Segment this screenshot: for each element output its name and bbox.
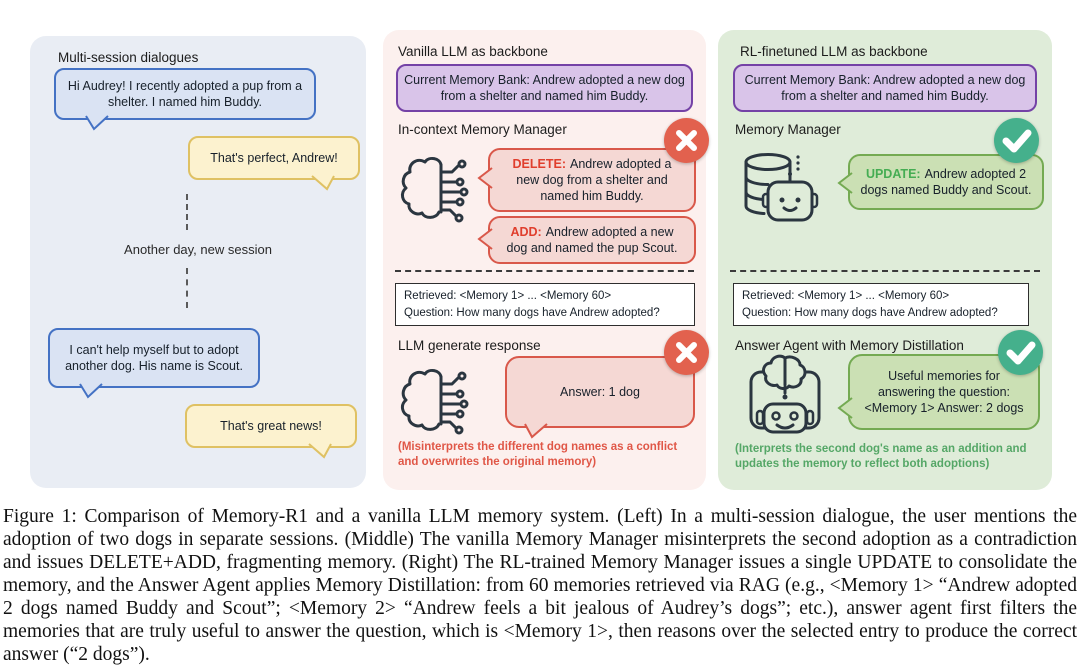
session-dashed-line [186, 268, 188, 308]
chat-text: That's great news! [220, 419, 322, 433]
add-tag: ADD: [510, 225, 542, 239]
panel-title: RL-finetuned LLM as backbone [740, 44, 928, 59]
update-text: Andrew adopted 2 dogs named Buddy and Scout. [860, 167, 1032, 197]
chat-bubble-user-2 [48, 328, 260, 388]
bubble-tail [477, 227, 493, 251]
bubble-tail [307, 443, 333, 459]
session-divider-text: Another day, new session [124, 242, 272, 257]
panel-multi-session-dialogues [30, 36, 366, 488]
chat-text: I can't help myself but to adopt another dog. His name is Scout. [65, 343, 243, 373]
figure-caption: Figure 1: Comparison of Memory-R1 and a vanilla LLM memory system. (Left) In a multi-session dialogue, the user mentions the adoption of two dogs in separate sessions. (Middle) The vanilla Memory Manager misinterprets the second adoption as a contradiction and issues DELETE+ADD, fragmenting memory. (Right) The RL-trained Memory Manager issues a single UPDATE to consolidate the memory, and the Answer Agent applies Memory Distillation: from 60 memories retrieved via RAG (e.g., <Memory 1> “Andrew adopted 2 dogs named Buddy and Scout”; <Memory 2> “Andrew feels a bit jealous of Audrey’s dogs”; etc.), answer agent first filters the memories that are truly useful to answer the question, which is <Memory 1>, then reasons over the selected entry to produce the correct answer (“2 dogs”). [3, 506, 1077, 665]
success-check-icon [998, 330, 1043, 375]
chat-text: That's perfect, Andrew! [210, 151, 338, 165]
panel-rl-finetuned-llm [718, 30, 1052, 490]
chat-bubble-user-1 [54, 68, 316, 120]
retrieved-question-box [733, 283, 1029, 326]
database-robot-icon [738, 148, 822, 232]
panel-vanilla-llm [383, 30, 706, 490]
delete-tag: DELETE: [512, 157, 566, 171]
stage-divider [395, 270, 694, 272]
bubble-tail [837, 396, 853, 420]
chat-text: Hi Audrey! I recently adopted a pup from a shelter. I named him Buddy. [67, 79, 303, 109]
error-x-icon [664, 330, 709, 375]
bubble-tail [523, 423, 549, 439]
answer-text: Answer: 1 dog [560, 385, 640, 399]
failure-note: (Misinterprets the different dog names as a conflict and overwrites the original memory) [398, 441, 678, 468]
memory-manager-label: Memory Manager [735, 122, 841, 137]
session-dashed-line [186, 194, 188, 230]
bubble-tail [477, 166, 493, 190]
robot-brain-icon [743, 354, 827, 444]
llm-response-label: LLM generate response [398, 338, 541, 353]
add-text: Andrew adopted a new dog and named the pup Scout. [506, 225, 678, 255]
retrieved-line: Retrieved: <Memory 1> ... <Memory 60> [742, 290, 950, 302]
bubble-tail [837, 171, 853, 195]
memory-bank-box: Current Memory Bank: Andrew adopted a new dog from a shelter and named him Buddy. [396, 64, 693, 112]
success-note: (Interprets the second dog's name as an addition and updates the memory to reflect both adoptions) [735, 443, 1027, 470]
brain-circuit-icon [395, 364, 471, 440]
memory-bank-box: Current Memory Bank: Andrew adopted a new dog from a shelter and named him Buddy. [733, 64, 1037, 112]
memory-manager-label: In-context Memory Manager [398, 122, 567, 137]
panel-title: Vanilla LLM as backbone [398, 44, 548, 59]
success-check-icon [994, 118, 1039, 163]
answer-agent-label: Answer Agent with Memory Distillation [735, 338, 964, 353]
question-line: Question: How many dogs have Andrew adopted? [404, 306, 660, 319]
bubble-tail [310, 175, 336, 191]
error-x-icon [664, 118, 709, 163]
answer-text: Useful memories for answering the question: <Memory 1> Answer: 2 dogs [864, 369, 1024, 415]
stage-divider [730, 270, 1040, 272]
brain-circuit-icon [395, 152, 471, 228]
chat-bubble-assistant-2 [185, 404, 357, 448]
add-operation-bubble [488, 216, 696, 264]
retrieved-line: Retrieved: <Memory 1> ... <Memory 60> [404, 290, 612, 302]
retrieved-question-box [395, 283, 695, 326]
question-line: Question: How many dogs have Andrew adopted? [742, 306, 998, 319]
delete-text: Andrew adopted a new dog from a shelter and named him Buddy. [516, 157, 672, 203]
chat-bubble-assistant-1 [188, 136, 360, 180]
bubble-tail [78, 383, 104, 399]
panel-title: Multi-session dialogues [58, 50, 199, 65]
update-tag: UPDATE: [865, 167, 921, 181]
bubble-tail [84, 115, 110, 131]
